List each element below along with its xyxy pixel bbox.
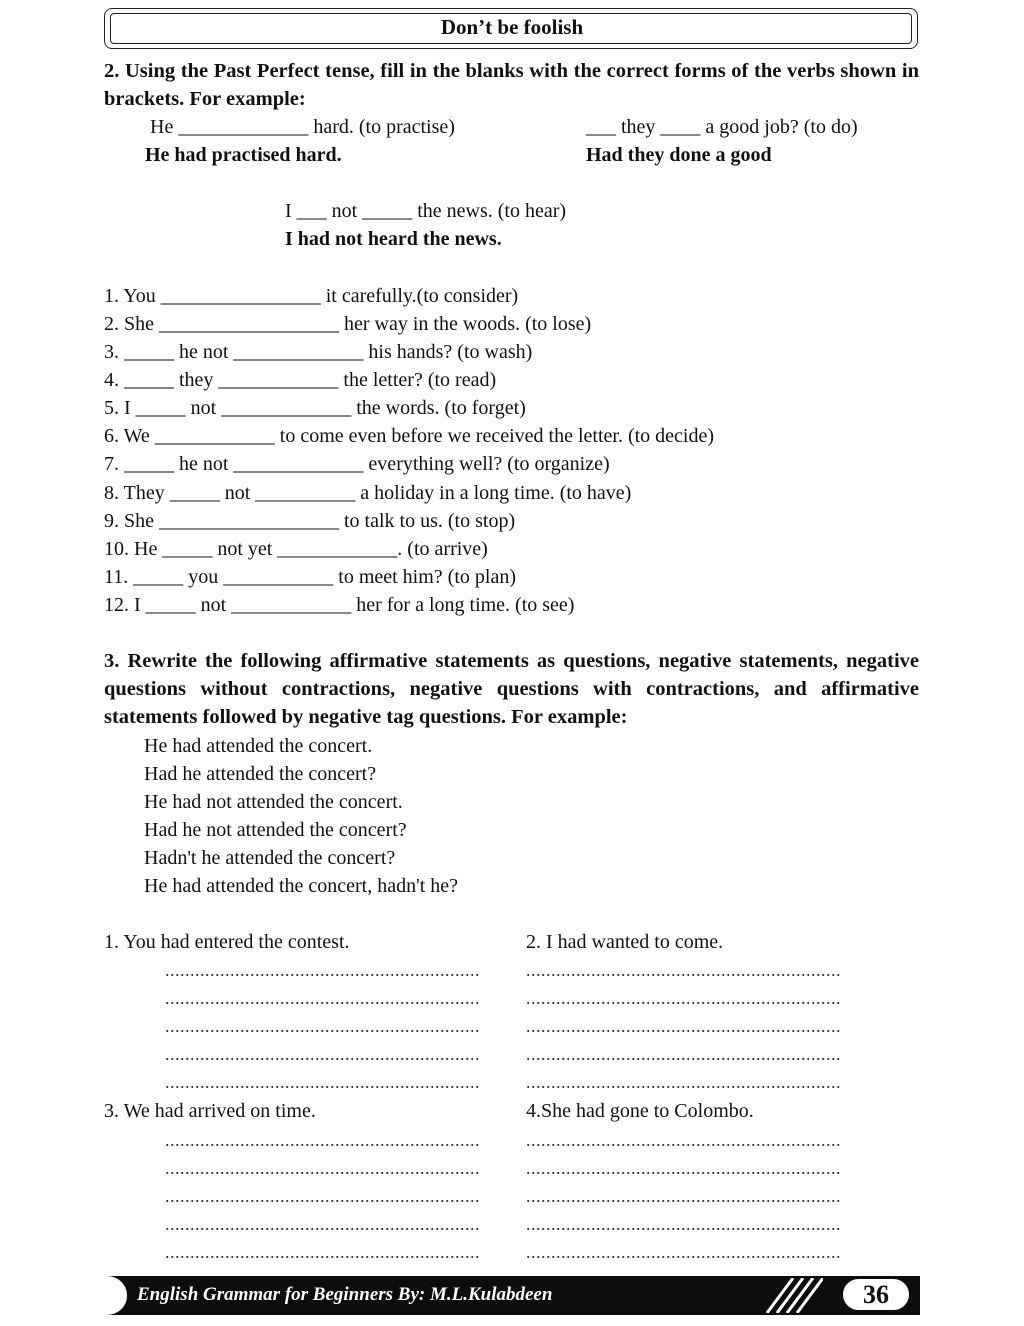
section3-example: Had he not attended the concert? (144, 819, 407, 841)
exercise-item: 2. She __________________ her way in the woods. (to lose) (104, 313, 592, 335)
section3-example: He had attended the concert, hadn't he? (144, 875, 459, 897)
answer-line[interactable]: ............................................................... (165, 1158, 480, 1178)
footer (103, 1276, 920, 1315)
footer-text: English Grammar for Beginners By: M.L.Kulabdeen (137, 1284, 553, 1305)
answer-line[interactable]: ............................................................... (526, 1242, 841, 1262)
answer-line[interactable]: ............................................................... (526, 988, 841, 1008)
answer-line[interactable]: ............................................................... (526, 1214, 841, 1234)
exercise-sentence-2: 2. I had wanted to come. (526, 931, 724, 953)
section2-heading: 2. Using the Past Perfect tense, fill in the blanks with the correct forms of the verbs shown in brackets. For example: (104, 60, 919, 110)
exercise-item: 10. He _____ not yet ____________. (to arrive) (104, 538, 488, 560)
answer-line[interactable]: ............................................................... (165, 1044, 480, 1064)
answer-line[interactable]: ............................................................... (526, 1158, 841, 1178)
answer-line[interactable]: ............................................................... (526, 1016, 841, 1036)
example-prompt-1: He _____________ hard. (to practise) (150, 116, 455, 138)
answer-line[interactable]: ............................................................... (165, 1016, 480, 1036)
exercise-item: 7. _____ he not _____________ everything well? (to organize) (104, 453, 610, 475)
exercise-sentence-3: 3. We had arrived on time. (104, 1100, 316, 1122)
answer-line[interactable]: ............................................................... (526, 1044, 841, 1064)
exercise-sentence-1: 1. You had entered the contest. (104, 931, 350, 953)
answer-line[interactable]: ............................................................... (165, 1242, 480, 1262)
page-number: 36 (841, 1277, 911, 1312)
example-prompt-3: I ___ not _____ the news. (to hear) (285, 200, 567, 222)
answer-line[interactable]: ............................................................... (526, 1186, 841, 1206)
answer-line[interactable]: ............................................................... (526, 1072, 841, 1092)
section3-example: He had not attended the concert. (144, 791, 403, 813)
answer-line[interactable]: ............................................................... (165, 1072, 480, 1092)
exercise-item: 11. _____ you ___________ to meet him? (to plan) (104, 566, 516, 588)
answer-line[interactable]: ............................................................... (165, 1186, 480, 1206)
answer-line[interactable]: ............................................................... (526, 1130, 841, 1150)
exercise-item: 8. They _____ not __________ a holiday in a long time. (to have) (104, 482, 632, 504)
exercise-item: 4. _____ they ____________ the letter? (to read) (104, 369, 497, 391)
section3-example: Had he attended the concert? (144, 763, 377, 785)
exercise-item: 1. You ________________ it carefully.(to consider) (104, 285, 519, 307)
footer-stripes-decoration (763, 1278, 823, 1313)
page-title: Don’t be foolish (440, 15, 584, 39)
example-answer-2: Had they done a good (586, 144, 772, 166)
section3-example: Hadn't he attended the concert? (144, 847, 396, 869)
example-answer-1: He had practised hard. (145, 144, 342, 166)
example-prompt-2: ___ they ____ a good job? (to do) (586, 116, 858, 138)
exercise-item: 5. I _____ not _____________ the words. (to forget) (104, 397, 526, 419)
answer-line[interactable]: ............................................................... (165, 988, 480, 1008)
answer-line[interactable]: ............................................................... (165, 1130, 480, 1150)
answer-line[interactable]: ............................................................... (165, 1214, 480, 1234)
section3-heading: 3. Rewrite the following affirmative statements as questions, negative statements, negative questions without contractions, negative questions with contractions, and affirmative statements followed by negative tag questions. For example: (104, 650, 919, 728)
answer-line[interactable]: ............................................................... (165, 960, 480, 980)
example-answer-3: I had not heard the news. (285, 228, 502, 250)
section3-example: He had attended the concert. (144, 735, 373, 757)
exercise-item: 12. I _____ not ____________ her for a long time. (to see) (104, 594, 575, 616)
exercise-item: 6. We ____________ to come even before we received the letter. (to decide) (104, 425, 715, 447)
exercise-item: 3. _____ he not _____________ his hands? (to wash) (104, 341, 533, 363)
answer-line[interactable]: ............................................................... (526, 960, 841, 980)
exercise-sentence-4: 4.She had gone to Colombo. (526, 1100, 754, 1122)
exercise-item: 9. She __________________ to talk to us. (to stop) (104, 510, 516, 532)
